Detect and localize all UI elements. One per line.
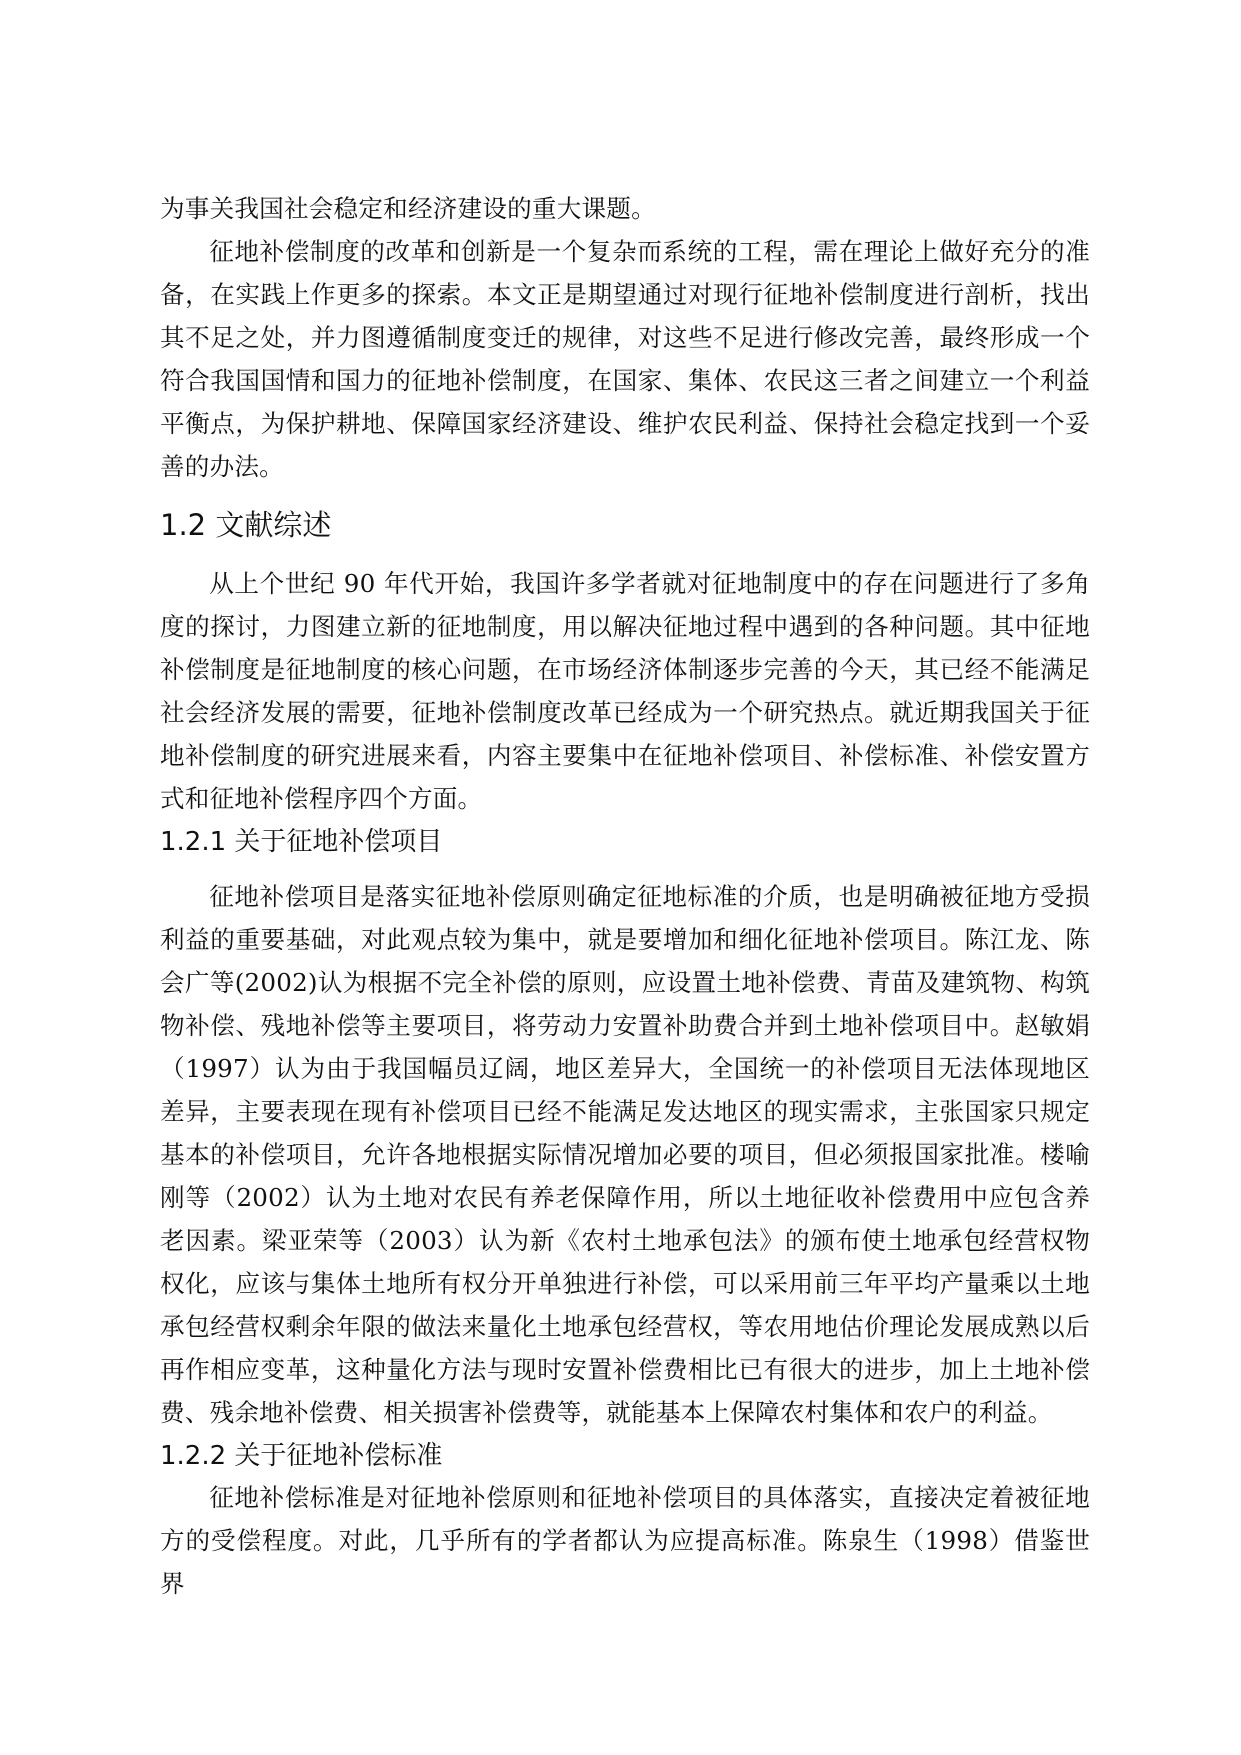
intro-paragraph: 征地补偿制度的改革和创新是一个复杂而系统的工程，需在理论上做好充分的准备，在实践上作更多的探索。本文正是期望通过对现行征地补偿制度进行剖析，找出其不足之处，并力图遵循制度变迁的规律，对这些不足进行修改完善，最终形成一个符合我国国情和国力的征地补偿制度，在国家、集体、农民这三者之间建立一个利益平衡点，为保护耕地、保障国家经济建设、维护农民利益、保持社会稳定找到一个妥善的办法。 [160, 237, 1090, 481]
section-heading-literature-review: 1.2 文献综述 [160, 508, 332, 542]
subsection-heading-compensation-standards: 1.2.2 关于征地补偿标准 [160, 1441, 443, 1471]
compensation-items-paragraph: 征地补偿项目是落实征地补偿原则确定征地标准的介质，也是明确被征地方受损利益的重要基础，对此观点较为集中，就是要增加和细化征地补偿项目。陈江龙、陈会广等(2002)认为根据不完全补偿的原则，应设置土地补偿费、青苗及建筑物、构筑物补偿、残地补偿等主要项目，将劳动力安置补助费合并到土地补偿项目中。赵敏娟（1997）认为由于我国幅员辽阔，地区差异大，全国统一的补偿项目无法体现地区差异，主要表现在现有补偿项目已经不能满足发达地区的现实需求，主张国家只规定基本的补偿项目，允许各地根据实际情况增加必要的项目，但必须报国家批准。楼喻刚等（2002）认为土地对农民有养老保障作用，所以土地征收补偿费用中应包含养老因素。梁亚荣等（2003）认为新《农村土地承包法》的颁布使土地承包经营权物权化，应该与集体土地所有权分开单独进行补偿，可以采用前三年平均产量乘以土地承包经营权剩余年限的做法来量化土地承包经营权，等农用地估价理论发展成熟以后再作相应变革，这种量化方法与现时安置补偿费相比已有很大的进步，加上土地补偿费、残余地补偿费、相关损害补偿费等，就能基本上保障农村集体和农户的利益。 [160, 882, 1090, 1427]
intro-paragraph-continuation: 为事关我国社会稳定和经济建设的重大课题。 [160, 194, 656, 223]
document-body [160, 187, 1090, 1605]
subsection-heading-compensation-items: 1.2.1 关于征地补偿项目 [160, 827, 443, 857]
literature-review-paragraph: 从上个世纪 90 年代开始，我国许多学者就对征地制度中的存在问题进行了多角度的探讨，力图建立新的征地制度，用以解决征地过程中遇到的各种问题。其中征地补偿制度是征地制度的核心问题，在市场经济体制逐步完善的今天，其已经不能满足社会经济发展的需要，征地补偿制度改革已经成为一个研究热点。就近期我国关于征地补偿制度的研究进展来看，内容主要集中在征地补偿项目、补偿标准、补偿安置方式和征地补偿程序四个方面。 [160, 569, 1090, 813]
compensation-standards-paragraph: 征地补偿标准是对征地补偿原则和征地补偿项目的具体落实，直接决定着被征地方的受偿程度。对此，几乎所有的学者都认为应提高标准。陈泉生（1998）借鉴世界 [160, 1483, 1090, 1598]
